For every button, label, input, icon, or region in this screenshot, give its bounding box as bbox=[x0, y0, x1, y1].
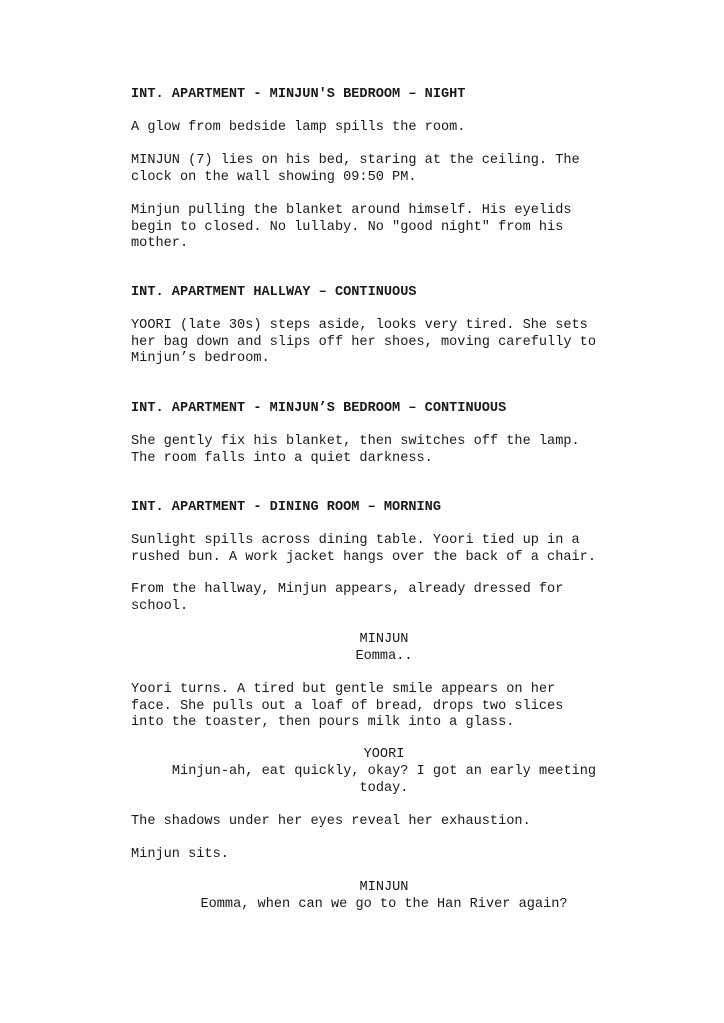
character-name: YOORI bbox=[363, 747, 405, 762]
scene-heading: INT. APARTMENT - MINJUN’S BEDROOM – CONTINUOUS bbox=[131, 401, 507, 416]
action-line: Minjun sits. bbox=[131, 847, 229, 862]
dialogue-line: Eomma, when can we go to the Han River again? bbox=[200, 897, 568, 912]
action-line: MINJUN (7) lies on his bed, staring at the ceiling. The clock on the wall showing 09:50 PM. bbox=[131, 153, 580, 185]
action-line: Minjun pulling the blanket around himself. His eyelids begin to closed. No lullaby. No "good night" from his mother. bbox=[131, 203, 572, 251]
character-name: MINJUN bbox=[359, 880, 409, 895]
action-line: YOORI (late 30s) steps aside, looks very tired. She sets her bag down and slips off her shoes, moving carefully to Minjun’s bedroom. bbox=[131, 318, 596, 366]
scene-heading: INT. APARTMENT HALLWAY – CONTINUOUS bbox=[131, 285, 417, 300]
action-line: The shadows under her eyes reveal her exhaustion. bbox=[131, 814, 531, 829]
dialogue-line: Minjun-ah, eat quickly, okay? I got an early meeting today. bbox=[171, 764, 597, 796]
action-line: Sunlight spills across dining table. Yoori tied up in a rushed bun. A work jacket hangs over the back of a chair. bbox=[131, 533, 596, 565]
action-line: From the hallway, Minjun appears, already dressed for school. bbox=[131, 582, 564, 614]
scene-heading: INT. APARTMENT - MINJUN'S BEDROOM – NIGHT bbox=[131, 87, 466, 102]
dialogue-line: Eomma.. bbox=[355, 649, 413, 664]
action-line: A glow from bedside lamp spills the room. bbox=[131, 120, 466, 135]
action-line: She gently fix his blanket, then switches off the lamp. The room falls into a quiet darkness. bbox=[131, 434, 580, 466]
character-name: MINJUN bbox=[359, 632, 409, 647]
action-line: Yoori turns. A tired but gentle smile appears on her face. She pulls out a loaf of bread, drops two slices into the toaster, then pours milk into a glass. bbox=[131, 682, 564, 730]
scene-heading: INT. APARTMENT - DINING ROOM – MORNING bbox=[131, 500, 441, 515]
